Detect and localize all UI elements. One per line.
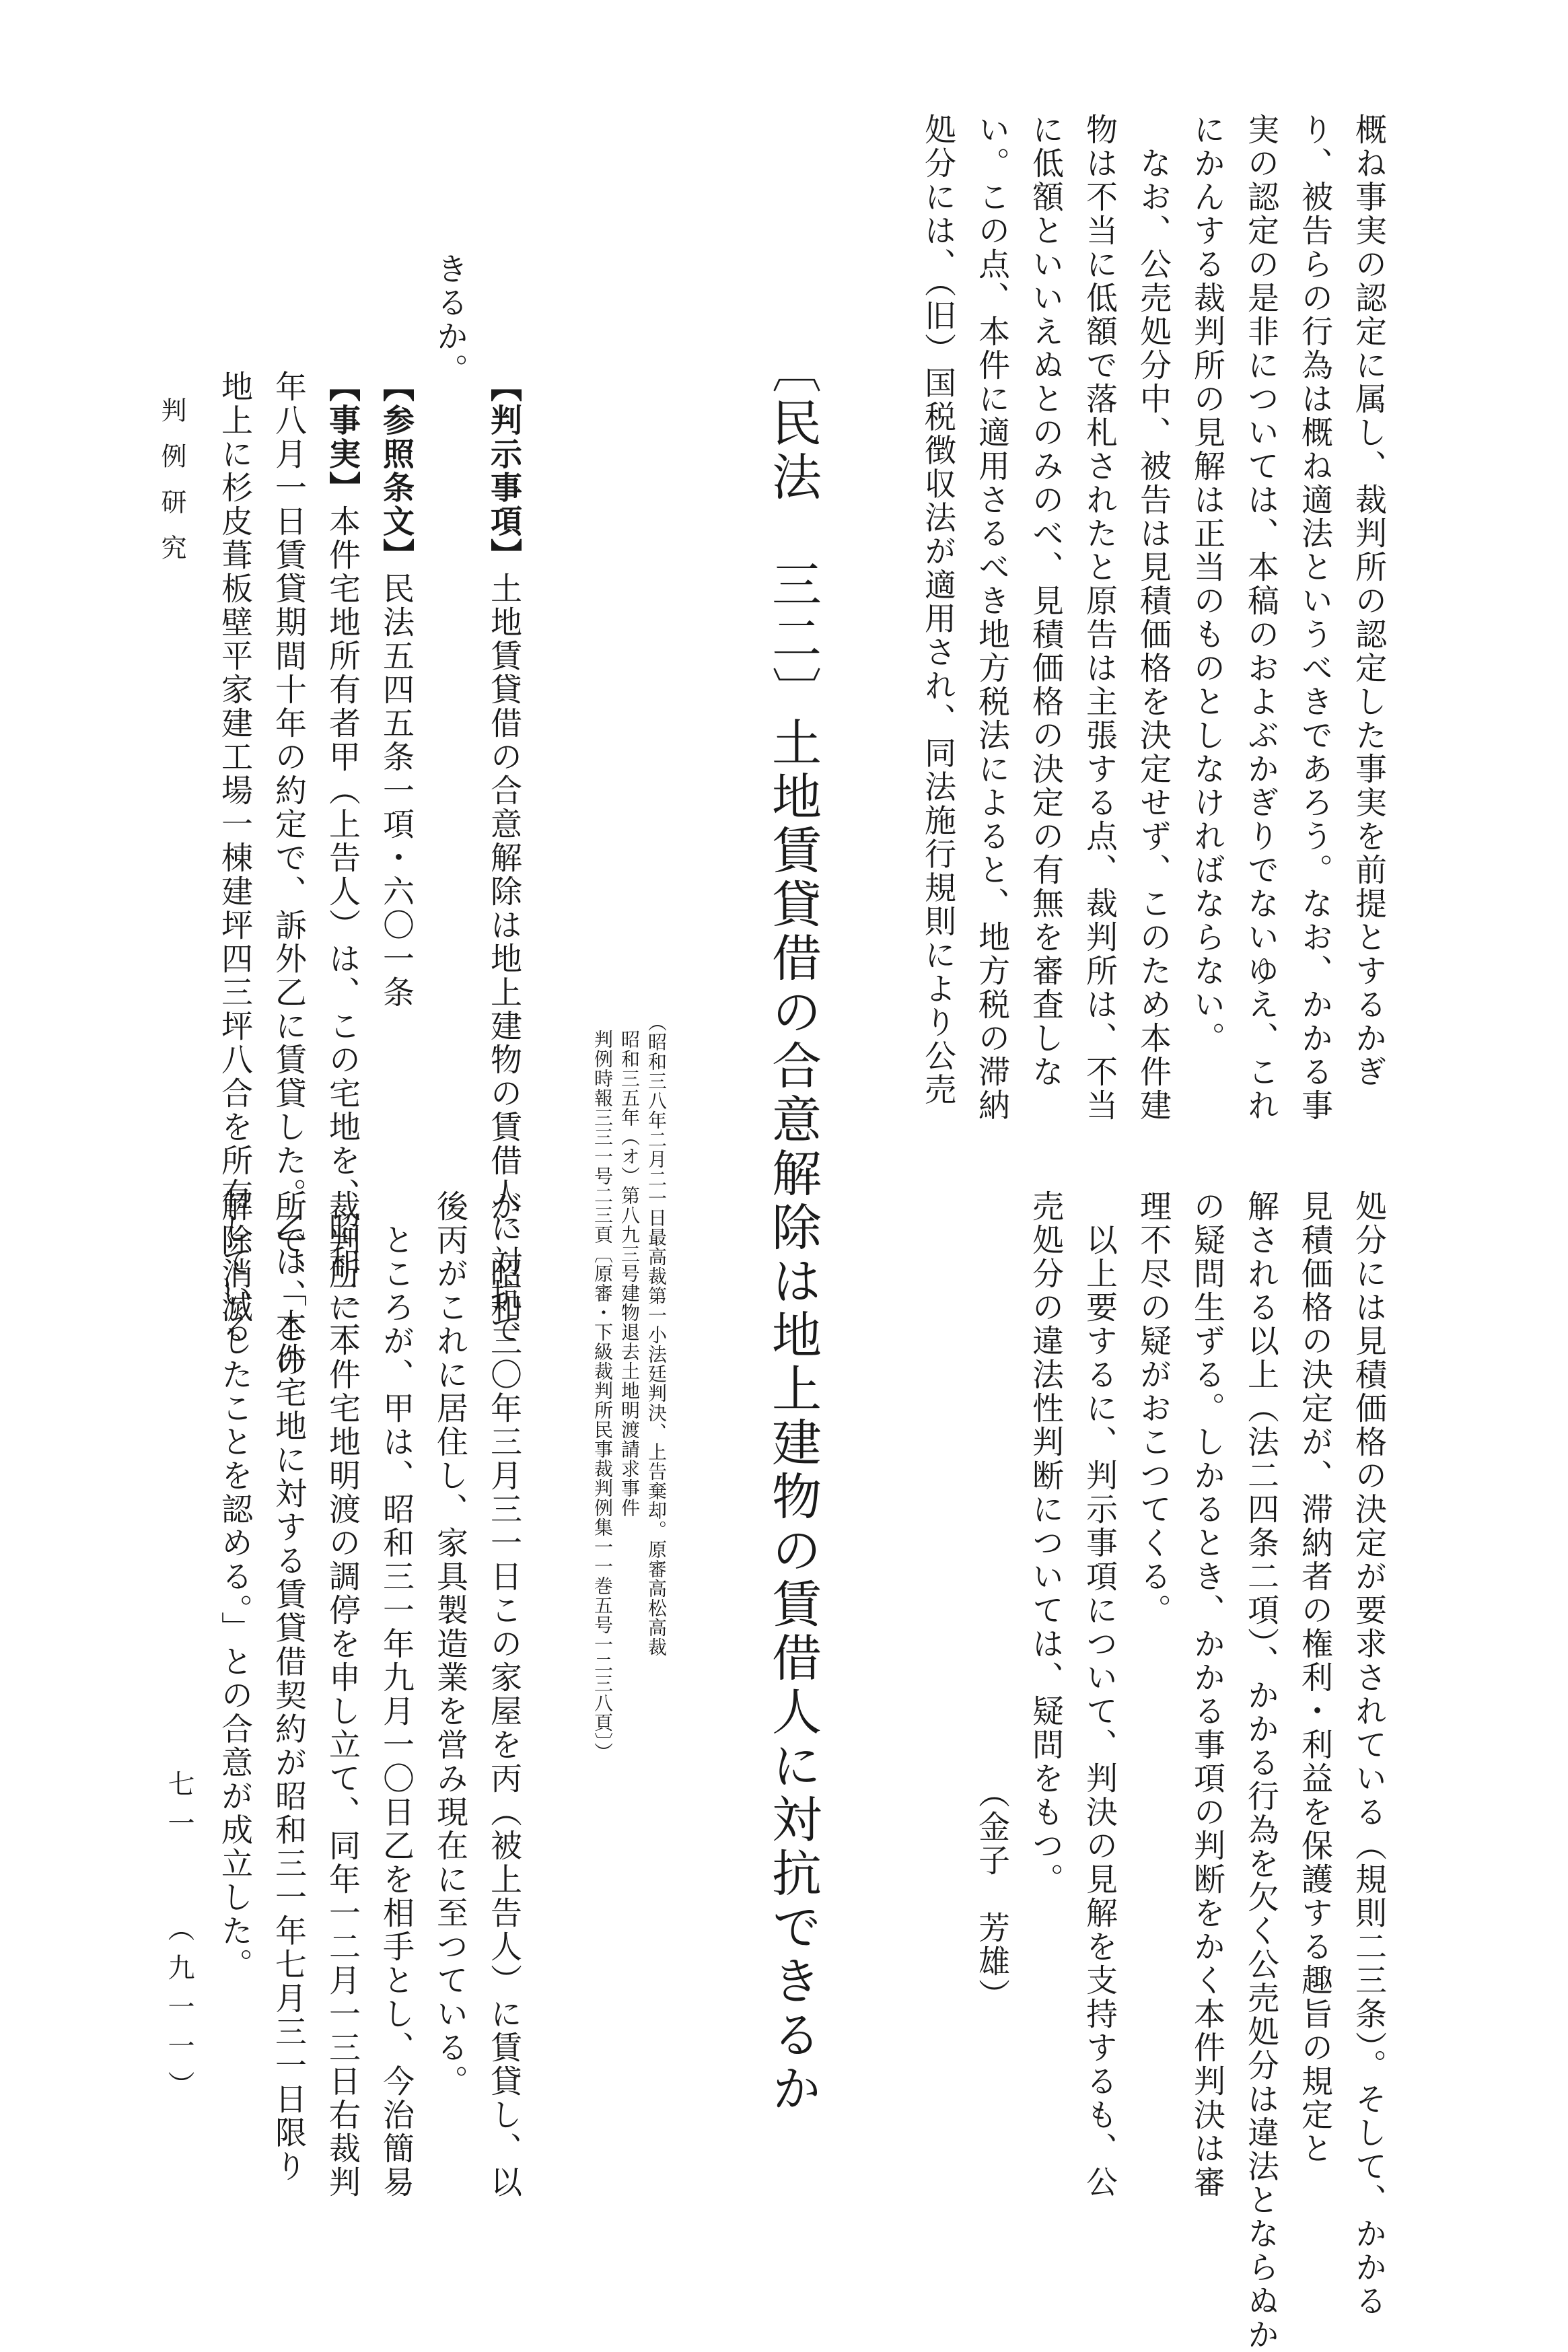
upper-line-8: い。この点、本件に適用さるべき地方税法によると、地方税の滞納 xyxy=(973,113,1010,1122)
upper-line-7: に低額といいえぬとのみのべ、見積価格の決定の有無を審査しな xyxy=(1027,113,1064,1089)
case-citation-line-3: 判例時報三三一号二三頁〔原審・下級裁判所民事裁判例集一一巻五号一二三八頁〕） xyxy=(592,1030,614,1762)
upper-line-6: 物は不当に低額で落札されたと原告は主張する点、裁判所は、不当 xyxy=(1081,113,1118,1122)
upper-cont-line-4: の疑問生ずる。しかるとき、かかる事項の判断をかく本件判決は審 xyxy=(1188,1190,1225,2199)
upper-line-1: 概ね事実の認定に属し、裁判所の認定した事実を前提とするかぎ xyxy=(1350,113,1387,1089)
lower-line-facts-3: 地上に杉皮葺板壁平家建工場一棟建坪四三坪八合を所有している xyxy=(216,370,253,1346)
lower-cont-line-3: ところが、甲は、昭和三一年九月一〇日乙を相手とし、今治簡易 xyxy=(378,1223,415,2199)
author-signature: （金子 芳雄） xyxy=(973,1777,1010,2012)
page-number-outer: （九一一） xyxy=(164,1915,194,2110)
page-number-inner: 七一 xyxy=(164,1770,194,1848)
upper-cont-line-7: 売処分の違法性判断については、疑問をもつ。 xyxy=(1027,1190,1064,1896)
facts-heading: 【事実】 xyxy=(324,370,361,505)
upper-line-2: り、被告らの行為は概ね適法というべきであろう。なお、かかる事 xyxy=(1296,113,1333,1122)
case-title: 土地賃貸借の合意解除は地上建物の賃借人に対抗できるか xyxy=(764,717,822,2116)
lower-cont-line-5: 所で、「本件宅地に対する賃貸借契約が昭和三一年七月三一日限り xyxy=(270,1190,307,2184)
upper-cont-line-5: 理不尽の疑がおこつてくる。 xyxy=(1135,1190,1172,1627)
ref-heading: 【参照条文】 xyxy=(378,370,415,572)
lower-line-ref xyxy=(378,370,415,1009)
upper-line-9: 処分には、（旧）国税徴収法が適用され、同法施行規則により公売 xyxy=(919,113,956,1107)
issue-heading: 【判示事項】 xyxy=(485,370,522,572)
case-citation-line-1: （昭和三八年二月二一日最高裁第一小法廷判決、上告棄却。原審高松高裁 xyxy=(645,1013,668,1657)
case-number-label: 〔民法 三二〕 xyxy=(764,343,822,720)
upper-line-4: にかんする裁判所の見解は正当のものとしなければならない。 xyxy=(1188,113,1225,1055)
lower-line-issue-2: きるか。 xyxy=(431,252,468,387)
lower-line-facts-2: 年八月一日賃貸期間十年の約定で、訴外乙に賃貸した。乙は、この xyxy=(270,370,307,1380)
lower-cont-line-1: が、昭和三〇年三月三一日この家屋を丙（被上告人）に賃貸し、以 xyxy=(485,1190,522,2199)
upper-cont-line-6: 以上要するに、判示事項について、判決の見解を支持するも、公 xyxy=(1081,1223,1118,2199)
upper-line-3: 実の認定の是非については、本稿のおよぶかぎりでないゆえ、これ xyxy=(1242,113,1279,1122)
facts-text-1: 本件宅地所有者甲（上告人）は、この宅地を、昭和二一 xyxy=(324,505,361,1346)
issue-text-1: 土地賃貸借の合意解除は地上建物の賃借人に対抗で xyxy=(485,572,522,1346)
lower-cont-line-4: 裁判所に本件宅地明渡の調停を申し立て、同年一二月一三日右裁判 xyxy=(324,1190,361,2199)
running-header: 判例研究 xyxy=(157,397,186,580)
upper-cont-line-2: 見積価格の決定が、滞納者の権利・利益を保護する趣旨の規定と xyxy=(1296,1190,1333,2166)
upper-cont-line-3: 解される以上（法二四条二項）、かかる行為を欠く公売処分は違法とならぬか xyxy=(1242,1190,1279,2352)
lower-cont-line-2: 後丙がこれに居住し、家具製造業を営み現在に至つている。 xyxy=(431,1190,468,2098)
ref-text: 民法五四五条一項・六〇一条 xyxy=(378,572,415,1009)
upper-line-5: なお、公売処分中、被告は見積価格を決定せず、このため本件建 xyxy=(1135,147,1172,1122)
lower-cont-line-6: 解除消滅したことを認める。」との合意が成立した。 xyxy=(216,1190,253,1982)
case-citation-line-2: 昭和三五年（オ）第八九三号建物退去土地明渡請求事件 xyxy=(618,1030,641,1518)
upper-cont-line-1: 処分には見積価格の決定が要求されている（規則二三条）。そして、かかる xyxy=(1350,1190,1387,2318)
